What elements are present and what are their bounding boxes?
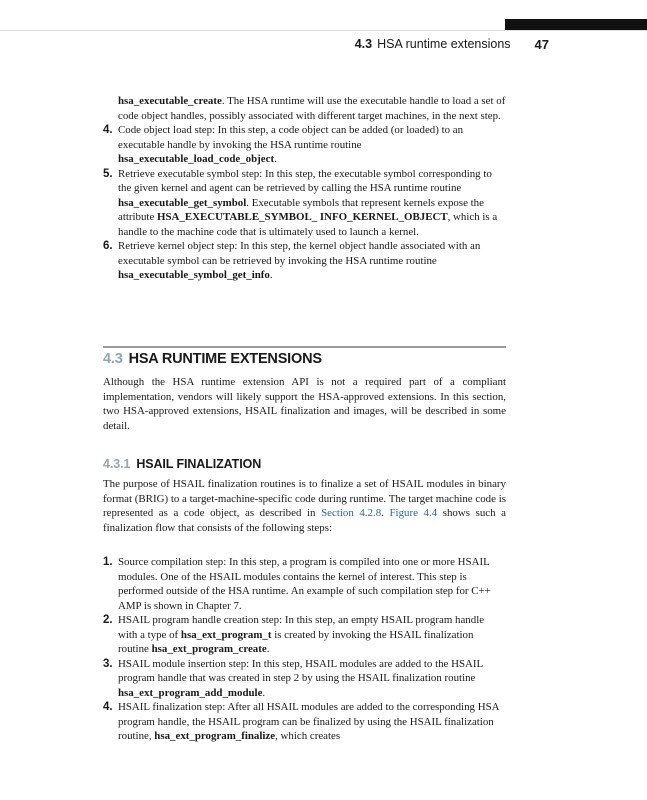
steps-list-b <box>103 555 506 744</box>
page-number: 47 <box>534 36 549 52</box>
header-rule <box>0 30 647 31</box>
steps-list-a <box>103 123 506 283</box>
section-number: 4.3 <box>103 351 123 367</box>
code-term: hsa_executable_get_symbol <box>118 196 247 209</box>
list-item: 1. Source compilation step: In this step, a program is compiled into one or more HSAIL modules. One of the HSAIL modules contains the kernel of interest. This step is performed outside of the HSA runtime. An example of such compilation step for C++ AMP is shown in Chapter 7. <box>103 556 491 612</box>
subsection-number: 4.3.1 <box>103 457 131 471</box>
header-section-number: 4.3 <box>354 37 373 51</box>
continued-item-text: hsa_executable_create. The HSA runtime will use the executable handle to load a set of code object handles, possibly associated with different target machines, in the next step. <box>118 95 506 122</box>
section-reference-link[interactable]: Section 4.2.8 <box>321 507 382 519</box>
steps-list-b-block <box>103 555 506 744</box>
subsection-paragraph: The purpose of HSAIL finalization routines is to finalize a set of HSAIL modules in binary format (BRIG) to a target-machine-specific code during runtime. The target machine code is represented as a code object, as described in Section 4.2.8. Figure 4.4 shows such a finalization flow that consists of the following steps: <box>103 478 506 534</box>
code-term: hsa_ext_program_create <box>151 643 267 655</box>
code-term: hsa_executable_load_code_object <box>118 153 275 165</box>
subsection-heading <box>103 457 261 471</box>
running-head <box>300 35 549 53</box>
subsection-title: HSAIL FINALIZATION <box>136 457 262 471</box>
code-term: hsa_executable_create <box>118 95 222 107</box>
code-term: HSA_EXECUTABLE_SYMBOL_ INFO_KERNEL_OBJECT <box>157 211 448 223</box>
section-paragraph: Although the HSA runtime extension API is not a required part of a compliant implementation, vendors will likely support the HSA-approved extensions. In this section, two HSA-approved extensions, HSAIL finalization and images, will be described in some detail. <box>103 376 506 432</box>
code-term: hsa_ext_program_add_module <box>118 686 263 699</box>
figure-reference-link[interactable]: Figure 4.4 <box>389 507 438 519</box>
list-item: 3. HSAIL module insertion step: In this step, HSAIL modules are added to the HSAIL program handle that was created in step 2 by using the HSAIL finalization routine hsa_ext_program_add_module. <box>103 657 483 699</box>
code-term: hsa_ext_program_t <box>180 628 272 641</box>
list-item: 5. Retrieve executable symbol step: In this step, the executable symbol corresponding to the given kernel and agent can be retrieved by calling the HSA runtime routine hsa_executable_get_symbol. Executable symbols that represent kernels expose the attribute HSA_EXECUTABLE_SYMBOL_ INFO_KERNEL_OBJECT, which is a handle to the machine code that is ultimately used to launch a kernel. <box>103 167 498 238</box>
section-title: HSA RUNTIME EXTENSIONS <box>128 351 322 367</box>
list-item: 4. Code object load step: In this step, a code object can be added (or loaded) to an executable handle by invoking the HSA runtime routine hsa_executable_load_code_object. <box>103 124 464 165</box>
section-rule <box>103 346 506 348</box>
list-item: 2. HSAIL program handle creation step: In this step, an empty HSAIL program handle with a type of hsa_ext_program_t is created by invoking the HSAIL finalization routine hsa_ext_program_create. <box>103 614 485 655</box>
list-item: 4. HSAIL finalization step: After all HSAIL modules are added to the corresponding HSA program handle, the HSAIL program can be finalized by using the HSAIL finalization routine, hsa_ext_program_finalize, which creates <box>103 701 499 742</box>
code-term: hsa_ext_program_finalize <box>154 730 276 742</box>
list-item: 6. Retrieve kernel object step: In this step, the kernel object handle associated with an executable symbol can be retrieved by invoking the HSA runtime routine hsa_executable_symbol_get_info. <box>103 240 481 281</box>
code-term: hsa_executable_symbol_get_info <box>118 269 270 281</box>
list-continuation <box>103 94 506 283</box>
header-bar <box>505 19 647 30</box>
section-heading <box>103 351 322 367</box>
header-section-title: HSA runtime extensions <box>377 37 511 51</box>
